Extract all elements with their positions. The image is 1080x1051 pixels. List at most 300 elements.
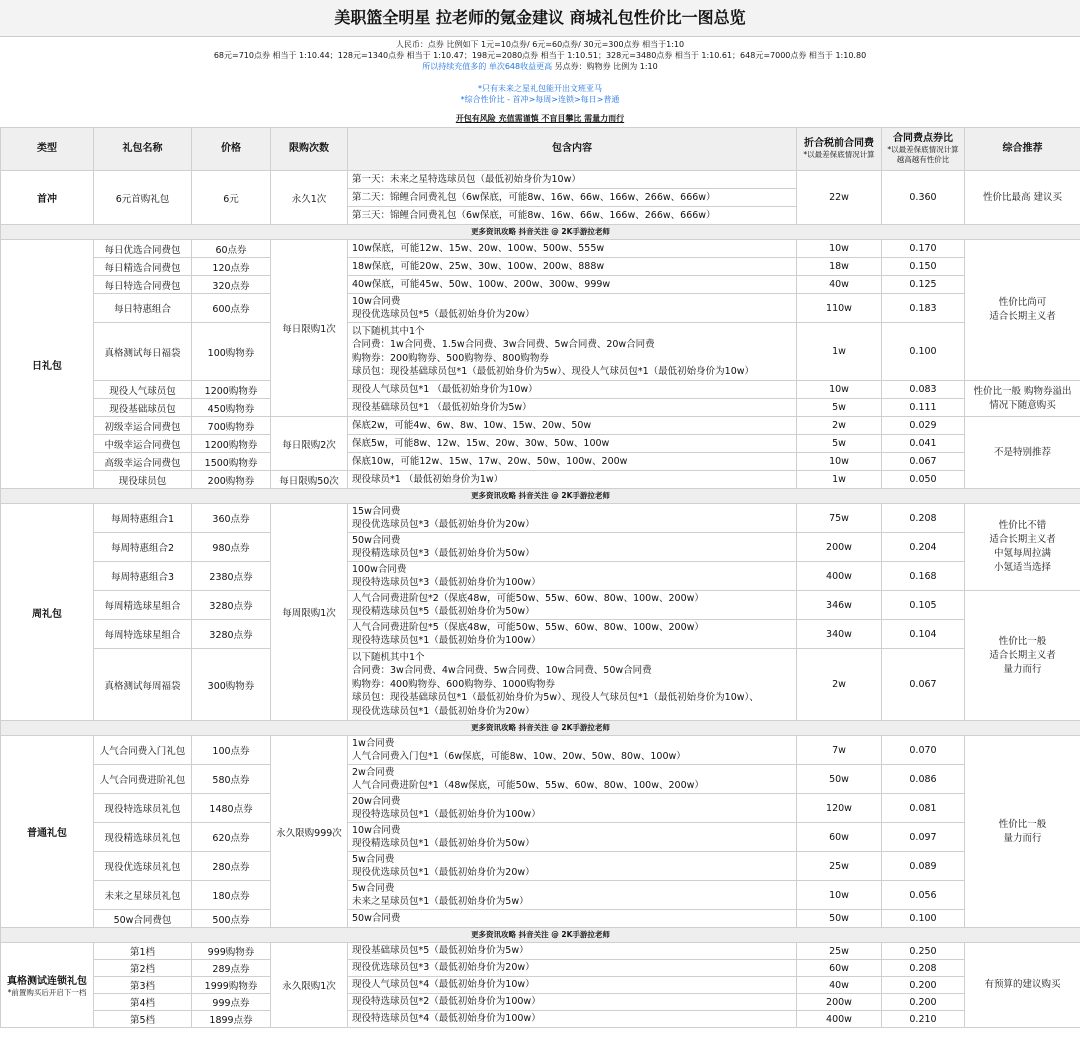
type-label: 周礼包 bbox=[32, 608, 62, 620]
recommendation-line: 有预算的建议购买 bbox=[984, 979, 1061, 990]
table-row bbox=[1, 852, 1080, 881]
contract-value: 200w bbox=[797, 994, 882, 1011]
content-line: 10w保底，可能12w、15w、20w、100w、500w、555w bbox=[352, 242, 605, 254]
banner-text: 更多资讯攻略 抖音关注 @ 2K手游拉老师 bbox=[1, 225, 1080, 240]
table-row bbox=[1, 323, 1080, 381]
value-ratio: 0.200 bbox=[882, 994, 965, 1011]
rate-ratio: 另点券：购物券 比例为 1:10 bbox=[552, 62, 658, 71]
content-cell bbox=[348, 453, 797, 471]
recommendation bbox=[965, 943, 1080, 1028]
table-row bbox=[1, 453, 1080, 471]
value-ratio: 0.111 bbox=[882, 399, 965, 417]
table-row bbox=[1, 276, 1080, 294]
table-row bbox=[1, 1011, 1080, 1028]
content-cell bbox=[348, 417, 797, 435]
recommendation-line: 适合长期主义者 bbox=[989, 534, 1056, 545]
contract-value: 120w bbox=[797, 794, 882, 823]
table-row bbox=[1, 910, 1080, 928]
header-value-label: 折合税前合同费 bbox=[804, 138, 874, 149]
contract-value: 60w bbox=[797, 960, 882, 977]
header-limit: 限购次数 bbox=[271, 128, 348, 171]
value-ratio: 0.183 bbox=[882, 294, 965, 323]
content-cell bbox=[348, 562, 797, 591]
content-line: 50w合同费 bbox=[352, 534, 401, 546]
value-ratio: 0.041 bbox=[882, 435, 965, 453]
value-ratio: 0.168 bbox=[882, 562, 965, 591]
package-price: 3280点券 bbox=[192, 591, 271, 620]
type-label: 普通礼包 bbox=[27, 828, 67, 839]
contract-value: 400w bbox=[797, 562, 882, 591]
content-cell bbox=[348, 591, 797, 620]
content-cell bbox=[348, 910, 797, 928]
value-ratio: 0.097 bbox=[882, 823, 965, 852]
value-ratio: 0.204 bbox=[882, 533, 965, 562]
value-ratio: 0.100 bbox=[882, 910, 965, 928]
content-line: 现役精选球员包*1（最低初始身价为50w） bbox=[352, 838, 535, 849]
package-price: 700购物券 bbox=[192, 417, 271, 435]
recommendation-line: 情况下随意购买 bbox=[989, 399, 1056, 411]
contract-value: 7w bbox=[797, 736, 882, 765]
purchase-limit: 每日限购50次 bbox=[271, 471, 348, 489]
contract-value: 10w bbox=[797, 453, 882, 471]
package-price: 450购物券 bbox=[192, 399, 271, 417]
contract-value: 10w bbox=[797, 240, 882, 258]
value-ratio: 0.029 bbox=[882, 417, 965, 435]
content-line: 现役基础球员包*5（最低初始身价为5w） bbox=[352, 945, 529, 957]
package-price: 1500购物券 bbox=[192, 453, 271, 471]
content-line: 现役优选球员包*3（最低初始身价为20w） bbox=[352, 519, 535, 530]
package-price: 100点券 bbox=[192, 736, 271, 765]
package-price: 1200购物券 bbox=[192, 435, 271, 453]
purchase-limit: 永久1次 bbox=[271, 171, 348, 225]
contract-value: 18w bbox=[797, 258, 882, 276]
package-name: 人气合同费入门礼包 bbox=[94, 736, 192, 765]
package-name: 每周特惠组合3 bbox=[94, 562, 192, 591]
contract-value: 50w bbox=[797, 765, 882, 794]
header-value bbox=[797, 128, 882, 171]
type-daily bbox=[1, 240, 94, 489]
table-row bbox=[1, 960, 1080, 977]
package-name: 中级幸运合同费包 bbox=[94, 435, 192, 453]
recommendation bbox=[965, 417, 1080, 489]
rate-note-1: 人民币：点券 比例如下 1元=10点券/ 6元=60点券/ 30元=300点券 相当于1:10 bbox=[395, 40, 685, 49]
recommendation-line: 适合长期主义者 bbox=[989, 649, 1056, 661]
table-row bbox=[1, 399, 1080, 417]
contract-value: 110w bbox=[797, 294, 882, 323]
recommendation-line: 适合长期主义者 bbox=[989, 311, 1056, 322]
header-value-note: *以最差保底情况计算 bbox=[803, 150, 875, 159]
banner-row bbox=[1, 721, 1080, 736]
recommendation-line: 量力而行 bbox=[1003, 832, 1042, 844]
package-price: 60点券 bbox=[192, 240, 271, 258]
package-name: 第4档 bbox=[94, 994, 192, 1011]
content-cell bbox=[348, 323, 797, 381]
recommendation-line: 性价比不错 bbox=[998, 520, 1047, 531]
content-cell bbox=[348, 1011, 797, 1028]
value-ratio: 0.050 bbox=[882, 471, 965, 489]
content-line: 现役精选球员包*3（最低初始身价为50w） bbox=[352, 548, 535, 559]
star-note: *只有未来之星礼包能开出文班亚马 bbox=[478, 84, 602, 93]
contract-value: 1w bbox=[797, 471, 882, 489]
header-content: 包含内容 bbox=[348, 128, 797, 171]
contract-value: 2w bbox=[797, 417, 882, 435]
package-name: 人气合同费进阶礼包 bbox=[94, 765, 192, 794]
recommendation-line: 不是特别推荐 bbox=[993, 446, 1051, 458]
table-row bbox=[1, 294, 1080, 323]
content-line: 以下随机其中1个 bbox=[352, 651, 425, 663]
rate-note-2: 68元=710点券 相当于 1:10.44；128元=1340点券 相当于 1:10.47；198元=2080点券 相当于 1:10.51；328元=3480点券 相当于 1:10.61；648元=7000点券 相当于 1:10.80 bbox=[213, 51, 867, 60]
recommendation-line: 性价比一般 购物券溢出 bbox=[973, 385, 1072, 397]
content-line: 现役优选球员包*1（最低初始身价为20w） bbox=[352, 867, 535, 878]
banner-row bbox=[1, 489, 1080, 504]
content-line: 人气合同费进阶包*5（保底48w，可能50w、55w、60w、80w、100w、200w） bbox=[352, 621, 704, 633]
package-name: 每日特惠组合 bbox=[94, 294, 192, 323]
table-row bbox=[1, 533, 1080, 562]
header-ratio-label: 合同费点券比 bbox=[893, 133, 953, 144]
recommendation-line: 性价比一般 bbox=[998, 635, 1047, 647]
content-line: 球员包：现役基础球员包*1（最低初始身价为5w）、现役人气球员包*1（最低初始身价为10w）、 bbox=[352, 692, 759, 704]
content-cell bbox=[348, 533, 797, 562]
content-line: 球员包：现役基础球员包*1（最低初始身价为5w）、现役人气球员包*1（最低初始身价为10w） bbox=[352, 366, 755, 377]
rate-note-3 bbox=[0, 61, 1080, 72]
header-name: 礼包名称 bbox=[94, 128, 192, 171]
package-price: 6元 bbox=[192, 171, 271, 225]
package-price: 2380点券 bbox=[192, 562, 271, 591]
recommendation-line: 中氪每周拉满 bbox=[993, 548, 1051, 559]
package-price: 580点券 bbox=[192, 765, 271, 794]
content-cell bbox=[348, 977, 797, 994]
value-ratio: 0.070 bbox=[882, 736, 965, 765]
type-label: 真格测试连锁礼包 bbox=[7, 976, 87, 987]
package-price: 999购物券 bbox=[192, 943, 271, 960]
content-line: 保底5w，可能8w、12w、15w、20w、30w、50w、100w bbox=[352, 437, 610, 449]
header-row bbox=[1, 128, 1080, 171]
header-ratio-note-1: *以最差保底情况计算 bbox=[887, 145, 959, 154]
package-name: 每日精选合同费包 bbox=[94, 258, 192, 276]
value-ratio: 0.089 bbox=[882, 852, 965, 881]
package-name: 现役优选球员礼包 bbox=[94, 852, 192, 881]
value-ratio: 0.067 bbox=[882, 649, 965, 721]
content-line: 合同费：3w合同费、4w合同费、5w合同费、10w合同费、50w合同费 bbox=[352, 665, 652, 677]
value-ratio: 0.086 bbox=[882, 765, 965, 794]
content-line: 人气合同费进阶包*2（保底48w，可能50w、55w、60w、80w、100w、200w） bbox=[352, 592, 704, 604]
table-row bbox=[1, 994, 1080, 1011]
package-name: 真格测试每周福袋 bbox=[94, 649, 192, 721]
banner-row bbox=[1, 928, 1080, 943]
content-line: 现役基础球员包*1 （最低初始身价为5w） bbox=[352, 401, 532, 413]
purchase-limit: 每日限购1次 bbox=[271, 240, 348, 417]
package-price: 280点券 bbox=[192, 852, 271, 881]
contract-value: 75w bbox=[797, 504, 882, 533]
value-ratio: 0.125 bbox=[882, 276, 965, 294]
recommendation bbox=[965, 240, 1080, 381]
package-price: 180点券 bbox=[192, 881, 271, 910]
content-line: 2w合同费 bbox=[352, 766, 395, 778]
contract-value: 25w bbox=[797, 852, 882, 881]
content-cell bbox=[348, 381, 797, 399]
package-name: 真格测试每日福袋 bbox=[94, 323, 192, 381]
content-line: 1w合同费 bbox=[352, 737, 395, 749]
value-ratio: 0.100 bbox=[882, 323, 965, 381]
content-line: 现役优选球员包*1（最低初始身价为20w） bbox=[352, 705, 535, 717]
rate-tip: 所以持续充值多的 单次648收益更高 bbox=[422, 62, 553, 71]
table-row bbox=[1, 381, 1080, 399]
package-name: 未来之星球员礼包 bbox=[94, 881, 192, 910]
content-line: 现役优选球员包*5（最低初始身价为20w） bbox=[352, 309, 535, 320]
package-price: 320点券 bbox=[192, 276, 271, 294]
contract-value: 1w bbox=[797, 323, 882, 381]
content-cell bbox=[348, 794, 797, 823]
package-name: 现役精选球员礼包 bbox=[94, 823, 192, 852]
content-cell bbox=[348, 258, 797, 276]
table-row bbox=[1, 171, 1080, 189]
recommendation bbox=[965, 381, 1080, 417]
package-price: 980点券 bbox=[192, 533, 271, 562]
package-price: 620点券 bbox=[192, 823, 271, 852]
value-ratio: 0.067 bbox=[882, 453, 965, 471]
package-name: 第3档 bbox=[94, 977, 192, 994]
banner-text: 更多资讯攻略 抖音关注 @ 2K手游拉老师 bbox=[1, 928, 1080, 943]
value-ratio: 0.081 bbox=[882, 794, 965, 823]
header-ratio-note-2: 越高越有性价比 bbox=[896, 155, 950, 164]
table-row bbox=[1, 417, 1080, 435]
contract-value: 40w bbox=[797, 276, 882, 294]
content-cell bbox=[348, 881, 797, 910]
overall-note: *综合性价比 - 首冲>每周>连锁>每日>普通 bbox=[460, 95, 620, 104]
content-cell bbox=[348, 994, 797, 1011]
package-price: 1899点券 bbox=[192, 1011, 271, 1028]
value-ratio: 0.083 bbox=[882, 381, 965, 399]
contract-value: 346w bbox=[797, 591, 882, 620]
contract-value: 40w bbox=[797, 977, 882, 994]
contract-value: 2w bbox=[797, 649, 882, 721]
recommendation bbox=[965, 504, 1080, 591]
package-price: 289点券 bbox=[192, 960, 271, 977]
value-ratio: 0.200 bbox=[882, 977, 965, 994]
package-name: 初级幸运合同费包 bbox=[94, 417, 192, 435]
type-weekly bbox=[1, 504, 94, 721]
banner-row bbox=[1, 225, 1080, 240]
package-table bbox=[0, 127, 1080, 1028]
value-ratio: 0.210 bbox=[882, 1011, 965, 1028]
content-line: 40w保底，可能45w、50w、100w、200w、300w、999w bbox=[352, 278, 611, 290]
content-line: 人气合同费进阶包*1（48w保底，可能50w、55w、60w、80w、100w、200w） bbox=[352, 780, 704, 791]
content-cell bbox=[348, 435, 797, 453]
content-line: 合同费：1w合同费、1.5w合同费、3w合同费、5w合同费、20w合同费 bbox=[352, 339, 655, 350]
content-line: 5w合同费 bbox=[352, 882, 395, 894]
package-name: 6元首购礼包 bbox=[94, 171, 192, 225]
contract-value: 22w bbox=[797, 171, 882, 225]
content-line: 10w合同费 bbox=[352, 295, 401, 307]
type-chain bbox=[1, 943, 94, 1028]
content-cell: 第二天：锦鲤合同费礼包（6w保底，可能8w、16w、66w、166w、266w、666w） bbox=[348, 189, 797, 207]
content-cell bbox=[348, 943, 797, 960]
table-row bbox=[1, 823, 1080, 852]
contract-value: 10w bbox=[797, 381, 882, 399]
contract-value: 10w bbox=[797, 881, 882, 910]
package-name: 第1档 bbox=[94, 943, 192, 960]
table-row bbox=[1, 881, 1080, 910]
content-line: 保底10w，可能12w、15w、17w、20w、50w、100w、200w bbox=[352, 455, 628, 467]
content-cell bbox=[348, 294, 797, 323]
table-row bbox=[1, 435, 1080, 453]
value-ratio: 0.250 bbox=[882, 943, 965, 960]
package-price: 360点券 bbox=[192, 504, 271, 533]
contract-value: 60w bbox=[797, 823, 882, 852]
table-row bbox=[1, 977, 1080, 994]
type-label: 日礼包 bbox=[32, 360, 62, 372]
recommendation bbox=[965, 591, 1080, 721]
table-row bbox=[1, 471, 1080, 489]
content-line: 100w合同费 bbox=[352, 563, 407, 575]
table-row bbox=[1, 591, 1080, 620]
content-cell bbox=[348, 504, 797, 533]
banner-text: 更多资讯攻略 抖音关注 @ 2K手游拉老师 bbox=[1, 489, 1080, 504]
value-ratio: 0.150 bbox=[882, 258, 965, 276]
recommendation bbox=[965, 736, 1080, 928]
type-first: 首冲 bbox=[1, 171, 94, 225]
content-line: 现役人气球员包*4（最低初始身价为10w） bbox=[352, 979, 535, 991]
recommendation-line: 性价比尚可 bbox=[998, 297, 1047, 308]
table-row bbox=[1, 240, 1080, 258]
package-price: 3280点券 bbox=[192, 620, 271, 649]
value-ratio: 0.208 bbox=[882, 504, 965, 533]
banner-text: 更多资讯攻略 抖音关注 @ 2K手游拉老师 bbox=[1, 721, 1080, 736]
table-row bbox=[1, 765, 1080, 794]
content-cell: 第三天：锦鲤合同费礼包（6w保底，可能8w、16w、66w、166w、266w、666w） bbox=[348, 207, 797, 225]
value-ratio: 0.104 bbox=[882, 620, 965, 649]
recommendation-line: 量力而行 bbox=[1003, 663, 1042, 675]
package-price: 200购物券 bbox=[192, 471, 271, 489]
contract-value: 200w bbox=[797, 533, 882, 562]
package-name: 第5档 bbox=[94, 1011, 192, 1028]
header-ratio bbox=[882, 128, 965, 171]
content-line: 未来之星球员包*1（最低初始身价为5w） bbox=[352, 896, 529, 907]
content-line: 保底2w，可能4w、6w、8w、10w、15w、20w、50w bbox=[352, 419, 592, 431]
package-name: 每日特选合同费包 bbox=[94, 276, 192, 294]
contract-value: 400w bbox=[797, 1011, 882, 1028]
package-name: 每周精选球星组合 bbox=[94, 591, 192, 620]
table-row bbox=[1, 943, 1080, 960]
content-cell bbox=[348, 852, 797, 881]
content-line: 5w合同费 bbox=[352, 853, 395, 865]
package-name: 每周特惠组合2 bbox=[94, 533, 192, 562]
value-ratio: 0.360 bbox=[882, 171, 965, 225]
contract-value: 5w bbox=[797, 399, 882, 417]
package-price: 1999购物券 bbox=[192, 977, 271, 994]
content-line: 购物券：200购物券、500购物券、800购物券 bbox=[352, 352, 549, 364]
content-line: 50w合同费 bbox=[352, 912, 401, 924]
content-line: 现役特选球员包*1（最低初始身价为100w） bbox=[352, 809, 541, 820]
package-name: 每周特惠组合1 bbox=[94, 504, 192, 533]
content-line: 现役人气球员包*1 （最低初始身价为10w） bbox=[352, 383, 538, 395]
package-price: 100购物券 bbox=[192, 323, 271, 381]
package-price: 1200购物券 bbox=[192, 381, 271, 399]
content-line: 现役特选球员包*3（最低初始身价为100w） bbox=[352, 577, 541, 588]
package-name: 50w合同费包 bbox=[94, 910, 192, 928]
header-rec: 综合推荐 bbox=[965, 128, 1080, 171]
package-name: 高级幸运合同费包 bbox=[94, 453, 192, 471]
content-cell bbox=[348, 649, 797, 721]
type-note: *前置购买后开启下一档 bbox=[7, 988, 87, 997]
content-line: 现役特选球员包*1（最低初始身价为100w） bbox=[352, 635, 541, 646]
package-name: 现役基础球员包 bbox=[94, 399, 192, 417]
contract-value: 50w bbox=[797, 910, 882, 928]
header-price: 价格 bbox=[192, 128, 271, 171]
package-price: 1480点券 bbox=[192, 794, 271, 823]
content-cell: 第一天：未来之星特选球员包（最低初始身价为10w） bbox=[348, 171, 797, 189]
content-line: 10w合同费 bbox=[352, 824, 401, 836]
package-price: 120点券 bbox=[192, 258, 271, 276]
value-ratio: 0.170 bbox=[882, 240, 965, 258]
warning-note: 开包有风险 充值需谨慎 不盲目攀比 需量力而行 bbox=[455, 114, 625, 123]
table-row bbox=[1, 620, 1080, 649]
info-panel bbox=[0, 37, 1080, 127]
recommendation-line: 小氪适当选择 bbox=[993, 562, 1051, 573]
content-line: 18w保底，可能20w、25w、30w、100w、200w、888w bbox=[352, 260, 605, 272]
content-cell bbox=[348, 736, 797, 765]
content-line: 15w合同费 bbox=[352, 505, 401, 517]
table-row bbox=[1, 258, 1080, 276]
content-line: 现役特选球员包*4（最低初始身价为100w） bbox=[352, 1013, 541, 1025]
package-price: 999点券 bbox=[192, 994, 271, 1011]
package-name: 现役人气球员包 bbox=[94, 381, 192, 399]
content-cell bbox=[348, 960, 797, 977]
content-cell bbox=[348, 823, 797, 852]
table-row bbox=[1, 562, 1080, 591]
table-row bbox=[1, 649, 1080, 721]
value-ratio: 0.208 bbox=[882, 960, 965, 977]
recommendation: 性价比最高 建议买 bbox=[965, 171, 1080, 225]
purchase-limit: 每周限购1次 bbox=[271, 504, 348, 721]
content-cell bbox=[348, 276, 797, 294]
content-cell bbox=[348, 399, 797, 417]
package-name: 现役球员包 bbox=[94, 471, 192, 489]
content-cell bbox=[348, 620, 797, 649]
package-name: 第2档 bbox=[94, 960, 192, 977]
recommendation-line: 性价比一般 bbox=[998, 818, 1047, 830]
content-line: 现役特选球员包*2（最低初始身价为100w） bbox=[352, 996, 541, 1008]
content-line: 现役优选球员包*3（最低初始身价为20w） bbox=[352, 962, 535, 974]
value-ratio: 0.105 bbox=[882, 591, 965, 620]
content-cell bbox=[348, 765, 797, 794]
package-price: 300购物券 bbox=[192, 649, 271, 721]
contract-value: 25w bbox=[797, 943, 882, 960]
table-row bbox=[1, 504, 1080, 533]
content-line: 人气合同费入门包*1（6w保底，可能8w、10w、20w、50w、80w、100w） bbox=[352, 751, 686, 762]
content-line: 现役球员*1 （最低初始身价为1w） bbox=[352, 473, 504, 485]
content-cell bbox=[348, 240, 797, 258]
content-line: 购物券：400购物券、600购物券、1000购物券 bbox=[352, 678, 555, 690]
content-line: 以下随机其中1个 bbox=[352, 325, 425, 337]
content-line: 20w合同费 bbox=[352, 795, 401, 807]
contract-value: 340w bbox=[797, 620, 882, 649]
content-cell bbox=[348, 471, 797, 489]
content-line: 现役精选球员包*5（最低初始身价为50w） bbox=[352, 606, 535, 617]
package-price: 500点券 bbox=[192, 910, 271, 928]
purchase-limit: 永久限购1次 bbox=[271, 943, 348, 1028]
page-title: 美职篮全明星 拉老师的氪金建议 商城礼包性价比一图总览 bbox=[0, 0, 1080, 37]
purchase-limit: 每日限购2次 bbox=[271, 417, 348, 471]
table-row bbox=[1, 794, 1080, 823]
package-name: 现役特选球员礼包 bbox=[94, 794, 192, 823]
header-type: 类型 bbox=[1, 128, 94, 171]
type-normal bbox=[1, 736, 94, 928]
package-price: 600点券 bbox=[192, 294, 271, 323]
table-row bbox=[1, 736, 1080, 765]
package-name: 每日优选合同费包 bbox=[94, 240, 192, 258]
contract-value: 5w bbox=[797, 435, 882, 453]
